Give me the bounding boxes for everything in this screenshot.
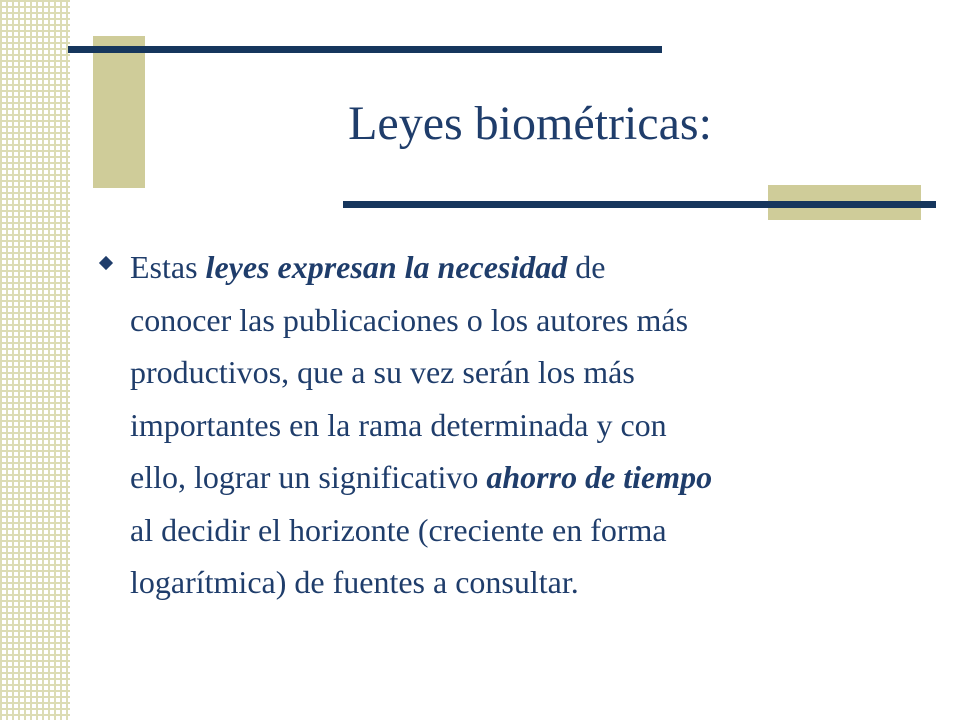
decorative-line-bottom: [343, 201, 936, 208]
emphasized-text: leyes expresan la necesidad: [205, 249, 568, 285]
decorative-grid-border: [0, 0, 70, 720]
text-line: [130, 346, 920, 399]
text-run: de: [567, 249, 606, 285]
text-line: [130, 504, 920, 557]
text-run: Estas: [130, 249, 206, 285]
text-line: [130, 451, 920, 504]
decorative-tan-block-top: [93, 36, 145, 188]
text-line: [130, 241, 920, 294]
diamond-bullet-icon: [99, 256, 113, 270]
emphasized-text: ahorro de tiempo: [486, 459, 713, 495]
slide-title: Leyes biométricas:: [348, 97, 712, 150]
text-run: logarítmica) de fuentes a consultar.: [130, 564, 579, 600]
decorative-line-top: [68, 46, 662, 53]
text-line: [130, 556, 920, 609]
text-line: [130, 399, 920, 452]
text-run: importantes en la rama determinada y con: [130, 406, 667, 443]
bullet-text: [130, 241, 920, 609]
text-run: productivos, que a su vez serán los más: [130, 354, 635, 390]
text-line: [130, 294, 920, 347]
text-run: al decidir el horizonte (creciente en forma: [130, 511, 667, 548]
text-run: conocer las publicaciones o los autores más: [130, 301, 689, 338]
text-run: ello, lograr un significativo: [130, 459, 487, 495]
